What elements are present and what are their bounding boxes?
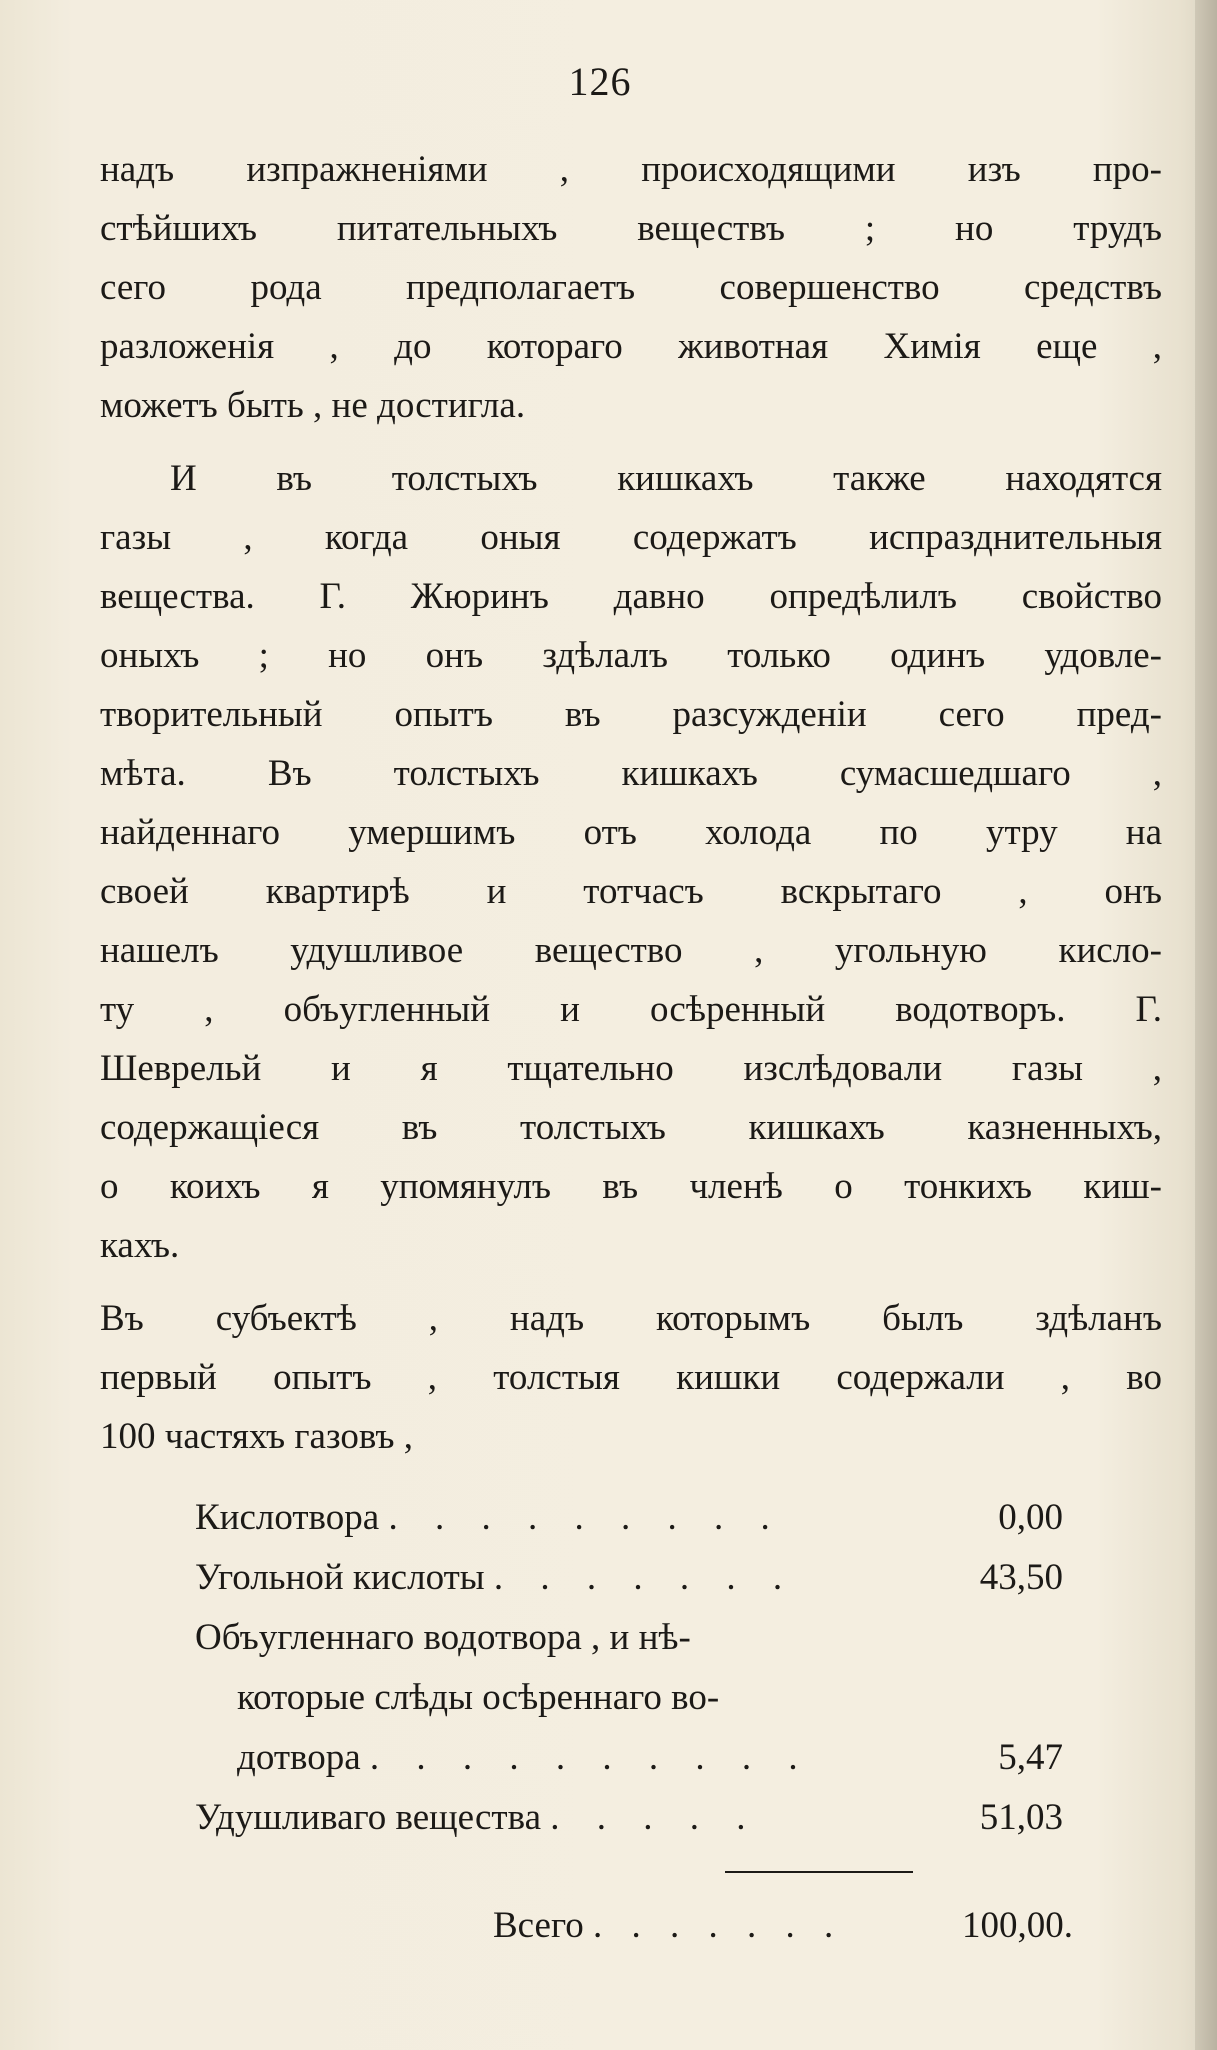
row-value: 43,50 bbox=[979, 1557, 1063, 1598]
body-text bbox=[100, 140, 1162, 1466]
table-row bbox=[195, 1728, 1115, 1788]
page-gutter-shadow bbox=[1195, 0, 1217, 2050]
text-line: творительный опытъ въ разсужденіи сего пред- bbox=[100, 694, 1162, 735]
text-line: своей квартирѣ и тотчасъ вскрытаго , онъ bbox=[100, 871, 1162, 912]
text-line: содержащіеся въ толстыхъ кишкахъ казненныхъ, bbox=[100, 1107, 1162, 1148]
text-line: ту , объугленный и осѣренный водотворъ. Г. bbox=[100, 989, 1162, 1030]
text-line: первый опытъ , толстыя кишки содержали , во bbox=[100, 1357, 1162, 1398]
sum-rule bbox=[725, 1871, 913, 1873]
row-value: 5,47 bbox=[998, 1737, 1063, 1778]
total-value: 100,00. bbox=[962, 1905, 1073, 1946]
total-row bbox=[493, 1896, 1073, 1956]
table-row bbox=[195, 1548, 1115, 1608]
text-line: мѣта. Въ толстыхъ кишкахъ сумасшедшаго , bbox=[100, 753, 1162, 794]
text-line: 100 частяхъ газовъ , bbox=[100, 1416, 414, 1457]
total-label: Всего bbox=[493, 1905, 584, 1946]
text-line: о коихъ я упомянулъ въ членѣ о тонкихъ киш- bbox=[100, 1166, 1162, 1207]
row-label: Удушливаго вещества bbox=[195, 1797, 542, 1838]
table-row bbox=[195, 1608, 1115, 1668]
page-number: 126 bbox=[568, 59, 632, 104]
gas-composition-table bbox=[195, 1488, 1115, 1848]
table-row bbox=[195, 1668, 1115, 1728]
text-line: кахъ. bbox=[100, 1225, 180, 1266]
row-label: Угольной кислоты bbox=[195, 1557, 485, 1598]
leader-dots: . . . . . . . . . bbox=[388, 1497, 784, 1538]
text-line: И въ толстыхъ кишкахъ также находятся bbox=[170, 458, 1162, 499]
table-row bbox=[195, 1488, 1115, 1548]
text-line: стѣйшихъ питательныхъ веществъ ; но трудъ bbox=[100, 208, 1162, 249]
row-label: Кислотвора bbox=[195, 1497, 380, 1538]
text-line: нашелъ удушливое вещество , угольную кисло- bbox=[100, 930, 1162, 971]
row-label: Объугленнаго водотвора , и нѣ- bbox=[195, 1617, 691, 1658]
text-line: Шеврельй и я тщательно изслѣдовали газы , bbox=[100, 1048, 1162, 1089]
row-value: 0,00 bbox=[998, 1497, 1063, 1538]
row-value: 51,03 bbox=[979, 1797, 1063, 1838]
table-row bbox=[195, 1788, 1115, 1848]
row-label: которые слѣды осѣреннаго во- bbox=[237, 1677, 720, 1718]
leader-dots: . . . . . . . bbox=[592, 1905, 844, 1946]
leader-dots: . . . . . bbox=[550, 1797, 760, 1838]
text-line: можетъ быть , не достигла. bbox=[100, 385, 526, 426]
text-line: Въ субъектѣ , надъ которымъ былъ здѣланъ bbox=[100, 1298, 1162, 1339]
text-line: газы , когда оныя содержатъ испразднительныя bbox=[100, 517, 1162, 558]
text-line: вещества. Г. Жюринъ давно опредѣлилъ свойство bbox=[100, 576, 1162, 617]
text-line: найденнаго умершимъ отъ холода по утру на bbox=[100, 812, 1162, 853]
leader-dots: . . . . . . . . . . bbox=[369, 1737, 812, 1778]
text-line: разложенія , до котораго животная Химія еще , bbox=[100, 326, 1162, 367]
leader-dots: . . . . . . . bbox=[493, 1557, 797, 1598]
text-line: сего рода предполагаетъ совершенство средствъ bbox=[100, 267, 1162, 308]
text-line: оныхъ ; но онъ здѣлалъ только одинъ удовле- bbox=[100, 635, 1162, 676]
row-label: дотвора bbox=[237, 1737, 361, 1778]
text-line: надъ изпражненіями , происходящими изъ про- bbox=[100, 149, 1162, 190]
